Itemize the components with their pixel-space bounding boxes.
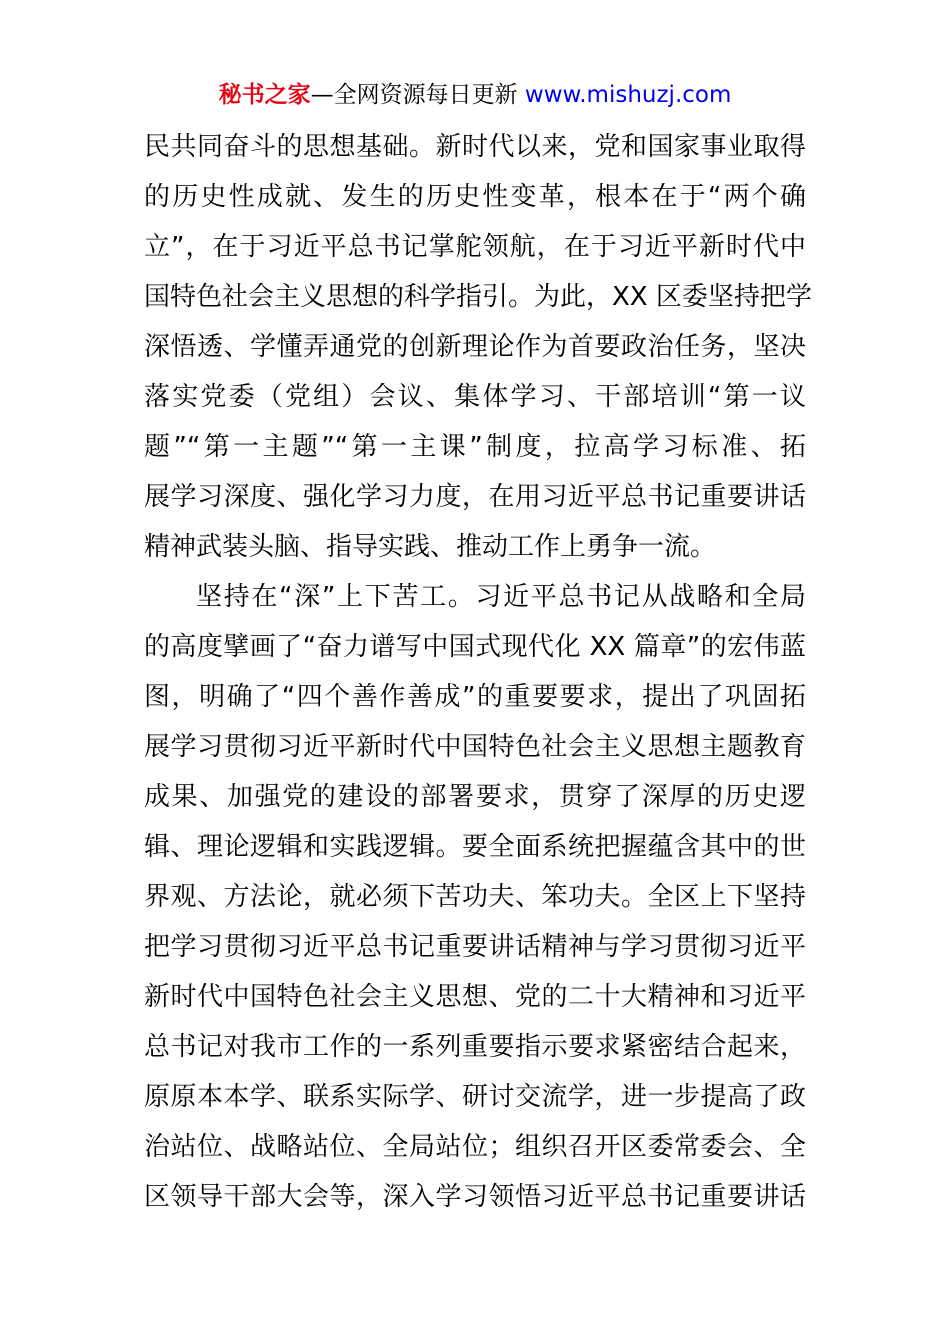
text-line: 区领导干部大会等，深入学习领悟习近平总书记重要讲话 xyxy=(144,1182,806,1212)
text-line: 把学习贯彻习近平总书记重要讲话精神与学习贯彻习近平 xyxy=(144,932,806,962)
text-line: 国特色社会主义思想的科学指引。为此，XX 区委坚持把学 xyxy=(144,282,812,312)
site-url-link[interactable]: www.mishuzj.com xyxy=(524,82,732,108)
text-line: 立”，在于习近平总书记掌舵领航，在于习近平新时代中 xyxy=(144,232,806,262)
text-line: 治站位、战略站位、全局站位；组织召开区委常委会、全 xyxy=(144,1132,806,1162)
site-tagline: —全网资源每日更新 xyxy=(310,82,525,108)
document-body xyxy=(144,122,812,1222)
text-line: 展学习深度、强化学习力度，在用习近平总书记重要讲话 xyxy=(144,482,806,512)
text-line: 图，明确了“四个善作善成”的重要要求，提出了巩固拓 xyxy=(144,682,806,712)
paragraph-1 xyxy=(144,122,812,572)
text-line: 坚持在“深”上下苦工。习近平总书记从战略和全局 xyxy=(196,582,806,612)
text-line: 展学习贯彻习近平新时代中国特色社会主义思想主题教育 xyxy=(144,732,806,762)
text-line: 新时代中国特色社会主义思想、党的二十大精神和习近平 xyxy=(144,982,806,1012)
text-line: 成果、加强党的建设的部署要求，贯穿了深厚的历史逻 xyxy=(144,782,806,812)
text-line: 深悟透、学懂弄通党的创新理论作为首要政治任务，坚决 xyxy=(144,332,806,362)
text-line: 民共同奋斗的思想基础。新时代以来，党和国家事业取得 xyxy=(144,132,806,162)
text-line: 落实党委（党组）会议、集体学习、干部培训“第一议 xyxy=(144,382,806,412)
text-line: 辑、理论逻辑和实践逻辑。要全面系统把握蕴含其中的世 xyxy=(144,832,806,862)
site-brand: 秘书之家 xyxy=(218,82,311,108)
text-line: 总书记对我市工作的一系列重要指示要求紧密结合起来， xyxy=(144,1032,806,1062)
text-line: 题”“第一主题”“第一主课”制度，拉高学习标准、拓 xyxy=(144,432,806,462)
site-header xyxy=(0,80,950,110)
text-line: 界观、方法论，就必须下苦功夫、笨功夫。全区上下坚持 xyxy=(144,882,806,912)
text-line: 的高度擘画了“奋力谱写中国式现代化 XX 篇章”的宏伟蓝 xyxy=(144,632,806,662)
text-line: 原原本本学、联系实际学、研讨交流学，进一步提高了政 xyxy=(144,1082,806,1112)
text-line: 的历史性成就、发生的历史性变革，根本在于“两个确 xyxy=(144,182,806,212)
text-line: 精神武装头脑、指导实践、推动工作上勇争一流。 xyxy=(144,532,717,562)
paragraph-2 xyxy=(144,572,806,1222)
